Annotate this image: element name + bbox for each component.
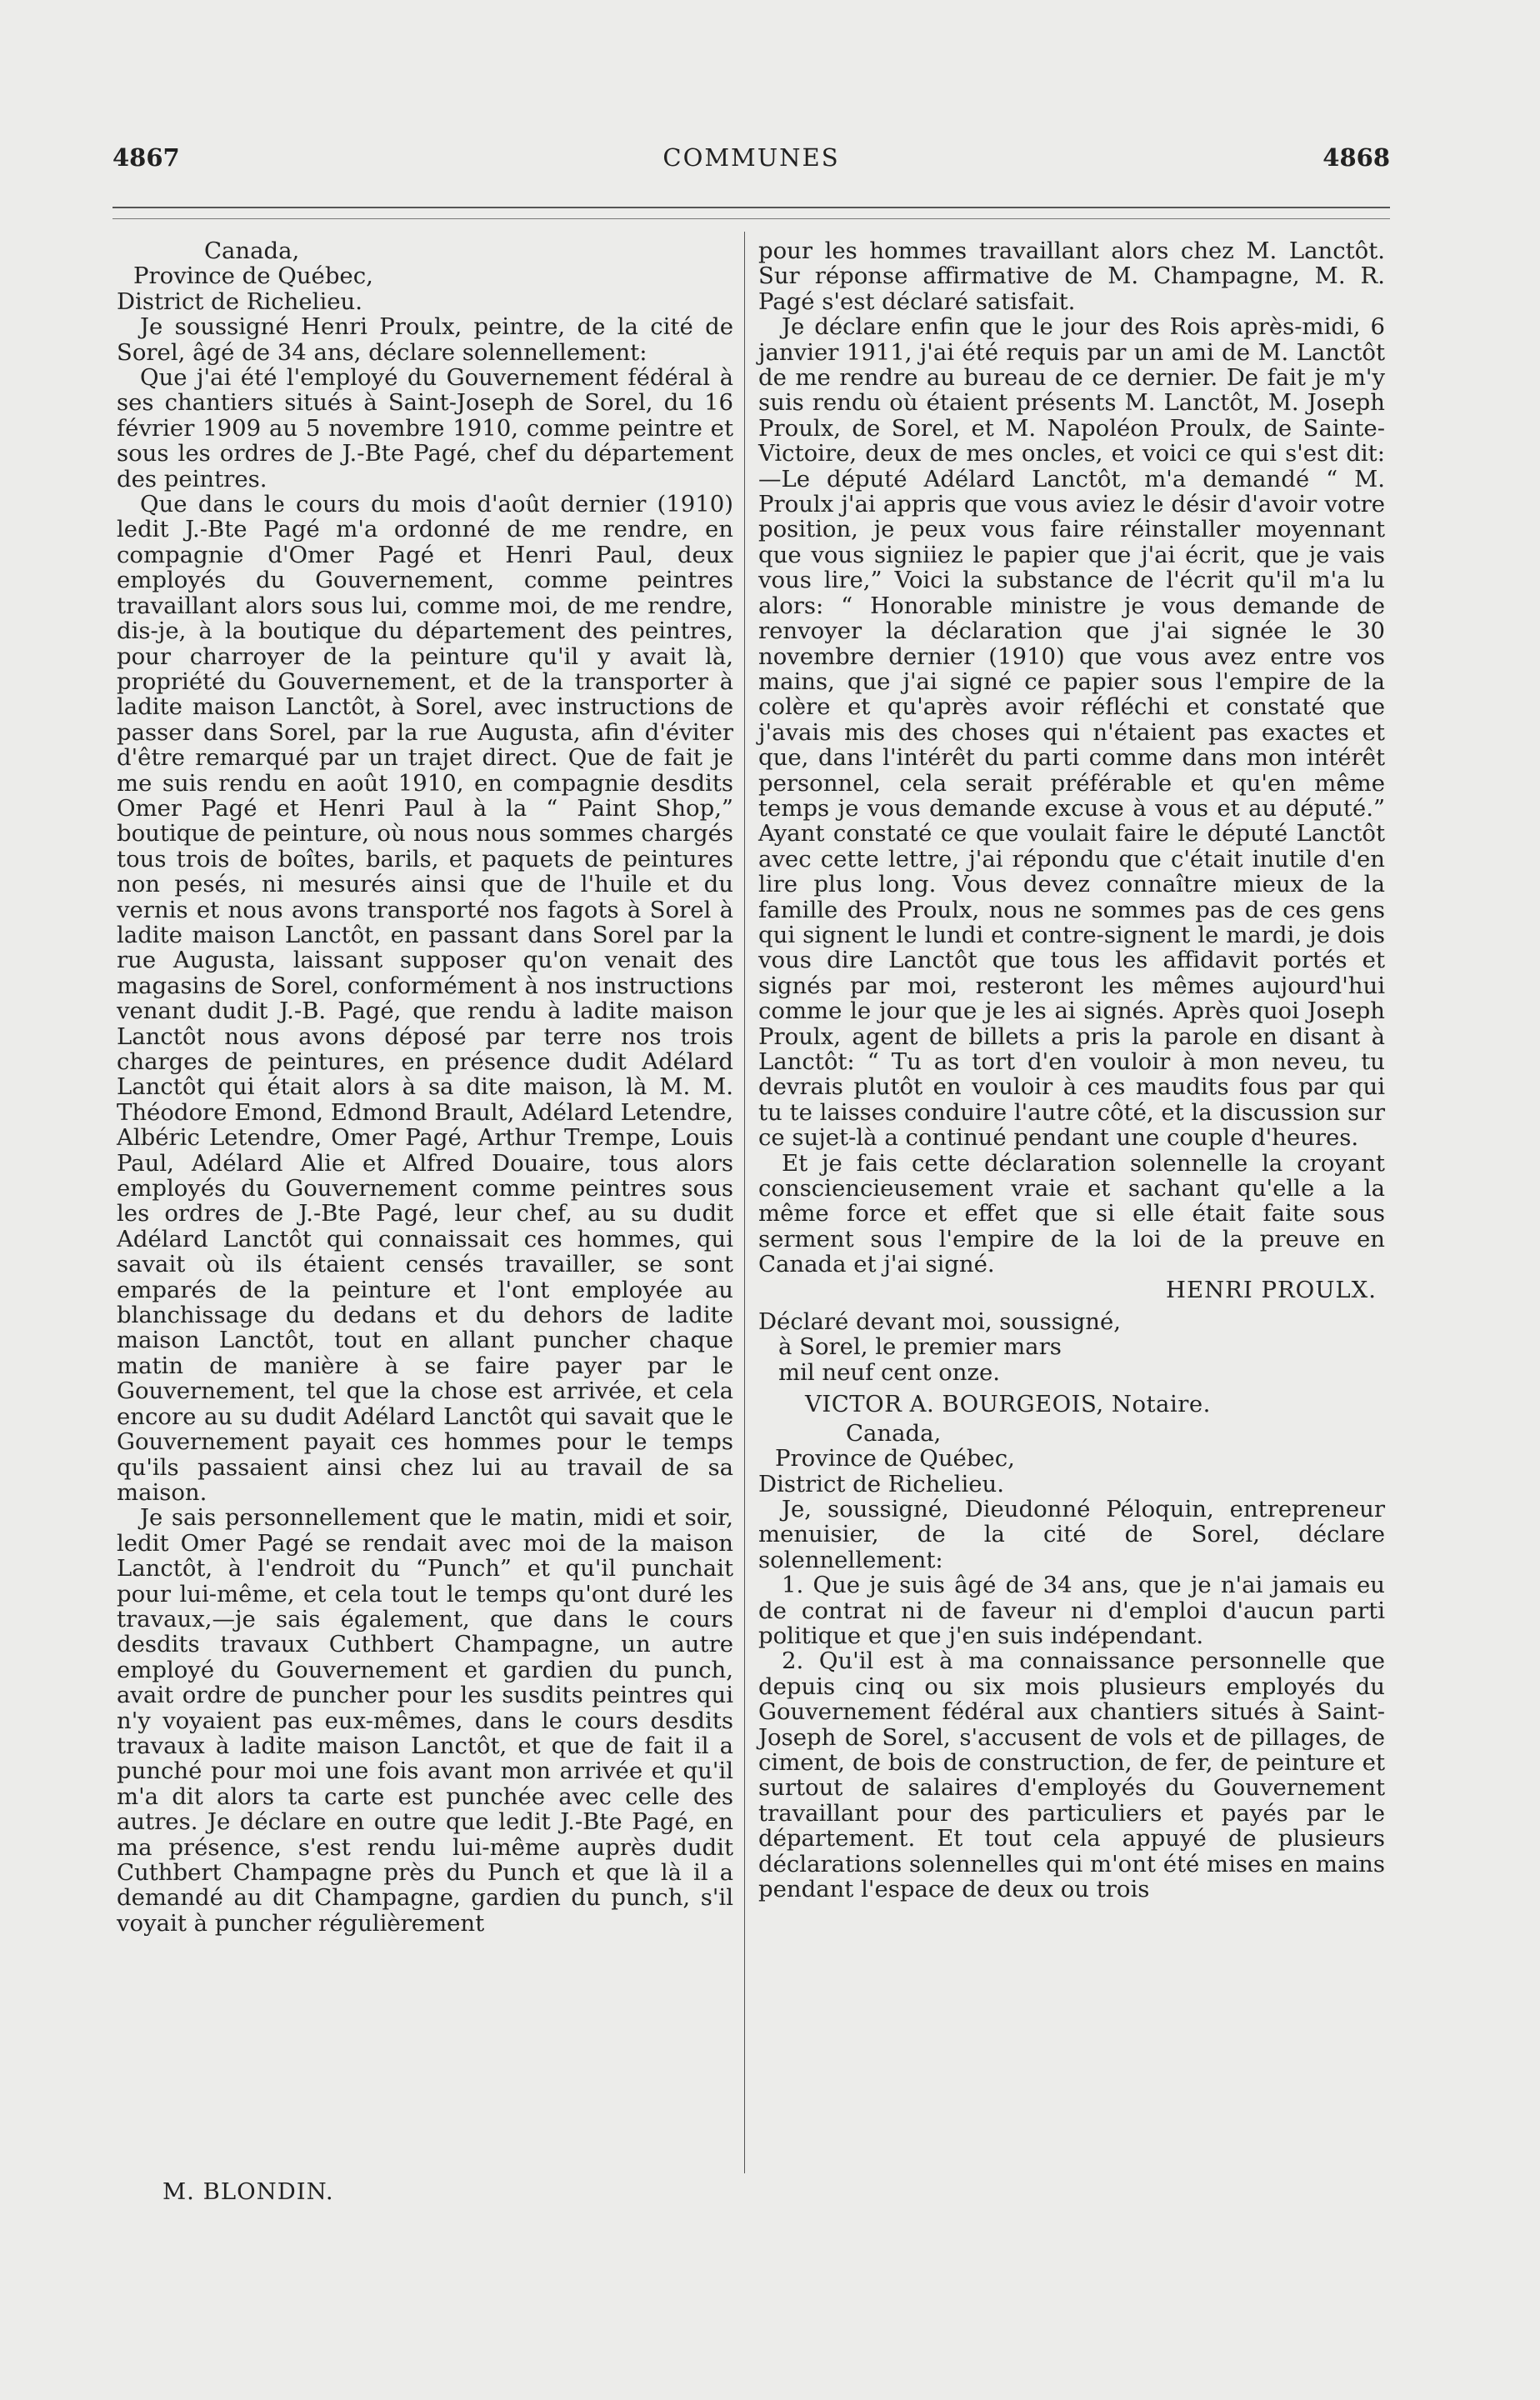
notary-signature: VICTOR A. BOURGEOIS, Notaire. <box>805 1391 1211 1418</box>
page-number-right: 4868 <box>1322 143 1390 172</box>
paragraph: Que j'ai été l'employé du Gouvernement fédéral à ses chantiers situés à Saint-Joseph de Sorel, du 16 février 1909 au 5 novembre 1910, comme peintre et sous les ordres de J.-Bte Pagé, chef du département des peintres. <box>117 364 733 492</box>
paragraph: Je sais personnellement que le matin, midi et soir, ledit Omer Pagé se rendait avec moi de la maison Lanctôt, à l'endroit du “Punch” et qu'il punchait pour lui-même, et cela tout le temps qu'ont duré les travaux,—je sais également, que dans le cours desdits travaux Cuthbert Champagne, un autre employé du Gouvernement et gardien du punch, avait ordre de puncher pour les susdits peintres qui n'y voyaient pas eux-mêmes, dans le cours desdits travaux à ladite maison Lanctôt, et que de fait il a punché pour moi une fois avant mon arrivée et qu'il m'a dit alors ta carte est punchée avec celle des autres. Je déclare en outre que ledit J.-Bte Pagé, en ma présence, s'est rendu lui-même auprès dudit Cuthbert Champagne près du Punch et que là il a demandé au dit Champagne, gardien du punch, s'il voyait à puncher régulièrement <box>117 1504 733 1937</box>
address-line: Province de Québec, <box>133 262 373 290</box>
paragraph: Et je fais cette déclaration solennelle la croyant consciencieusement vraie et sachant qu'elle a la même force et effet que si elle était faite sous serment sous l'empire de la loi de la preuve en Canada et j'ai signé. <box>758 1149 1385 1278</box>
address-line: Canada, <box>846 1419 942 1447</box>
address-line: District de Richelieu. <box>758 1470 1004 1498</box>
paragraph: 2. Qu'il est à ma connaissance personnelle que depuis cinq ou six mois plusieurs employés du Gouvernement fédéral aux chantiers situés à Saint-Joseph de Sorel, s'accusent de vols et de pillages, de ciment, de bois de construction, de fer, de peinture et surtout de salaires d'employés du Gouvernement travaillant pour des particuliers et payés par le département. Et tout cela appuyé de plusieurs déclarations solennelles qui m'ont été mises en mains pendant l'espace de deux ou trois <box>758 1648 1385 1902</box>
right-column <box>758 238 1385 1902</box>
paragraph: pour les hommes travaillant alors chez M. Lanctôt. Sur réponse affirmative de M. Champagne, M. R. Pagé s'est déclaré satisfait. <box>758 238 1385 315</box>
header-rule-thick <box>112 207 1390 208</box>
page-header <box>112 143 1390 177</box>
paragraph: Je soussigné Henri Proulx, peintre, de la cité de Sorel, âgé de 34 ans, déclare solennellement: <box>117 313 733 366</box>
address-line: Canada, <box>204 238 300 264</box>
signature-name: HENRI PROULX. <box>1166 1276 1377 1303</box>
column-divider <box>744 232 745 2173</box>
left-column <box>117 238 733 1936</box>
speaker-name: M. BLONDIN. <box>162 2178 334 2205</box>
paragraph: Je déclare enfin que le jour des Rois après-midi, 6 janvier 1911, j'ai été requis par un ami de M. Lanctôt de me rendre au bureau de ce dernier. De fait je m'y suis rendu où étaient présents M. Lanctôt, M. Joseph Proulx, de Sorel, et M. Napoléon Proulx, de Sainte-Victoire, deux de mes oncles, et voici ce qui s'est dit:—Le député Adélard Lanctôt, m'a demandé “ M. Proulx j'ai appris que vous aviez le désir d'avoir votre position, je peux vous faire réinstaller moyennant que vous signiiez le papier que j'ai écrit, que je vais vous lire,” Voici la substance de l'écrit qu'il m'a lu alors: “ Honorable ministre je vous demande de renvoyer la déclaration que j'ai signée le 30 novembre dernier (1910) que vous avez entre vos mains, que j'ai signé ce papier sous l'empire de la colère et qu'après avoir réfléchi et constaté que j'avais mis des choses qui n'étaient pas exactes et que, dans l'intérêt du parti comme dans mon intérêt personnel, cela serait préférable et qu'en même temps je vous demande excuse à vous et au député.” Ayant constaté ce que voulait faire le député Lanctôt avec cette lettre, j'ai répondu que c'était inutile d'en lire plus long. Vous devez connaître mieux de la famille des Proulx, nous ne sommes pas de ces gens qui signent le lundi et contre-signent le mardi, je dois vous dire Lanctôt que tous les affidavit portés et signés par moi, resteront les mêmes aujourd'hui comme le jour que je les ai signés. Après quoi Joseph Proulx, agent de billets a pris la parole en disant à Lanctôt: “ Tu as tort d'en vouloir à mon neveu, tu devrais plutôt en vouloir à ces maudits fous par qui tu te laisses conduire l'autre côté, et la discussion sur ce sujet-là a continué pendant une couple d'heures. <box>758 313 1385 1152</box>
declared-line: mil neuf cent onze. <box>778 1358 1000 1386</box>
declared-line: à Sorel, le premier mars <box>778 1333 1062 1361</box>
address-line: District de Richelieu. <box>117 288 362 315</box>
paragraph: 1. Que je suis âgé de 34 ans, que je n'ai jamais eu de contrat ni de faveur ni d'emploi d'aucun parti politique et que j'en suis indépendant. <box>758 1572 1385 1649</box>
declared-line: Déclaré devant moi, soussigné, <box>758 1308 1122 1336</box>
page-title: COMMUNES <box>662 143 840 172</box>
paragraph: Que dans le cours du mois d'août dernier (1910) ledit J.-Bte Pagé m'a ordonné de me rendre, en compagnie d'Omer Pagé et Henri Paul, deux employés du Gouvernement, comme peintres travaillant alors sous lui, comme moi, de me rendre, dis-je, à la boutique du département des peintres, pour charroyer de la peinture qu'il y avait là, propriété du Gouvernement, et de la transporter à ladite maison Lanctôt, à Sorel, avec instructions de passer dans Sorel, par la rue Augusta, afin d'éviter d'être remarqué par un trajet direct. Que de fait je me suis rendu en août 1910, en compagnie desdits Omer Pagé et Henri Paul à la “ Paint Shop,” boutique de peinture, où nous nous sommes chargés tous trois de boîtes, barils, et paquets de peintures non pesés, ni mesurés ainsi que de l'huile et du vernis et nous avons transporté nos fagots à Sorel à ladite maison Lanctôt, en passant dans Sorel par la rue Augusta, laissant supposer qu'on venait des magasins de Sorel, conformément à nos instructions venant dudit J.-B. Pagé, que rendu à ladite maison Lanctôt nous avons déposé par terre nos trois charges de peintures, en présence dudit Adélard Lanctôt qui était alors à sa dite maison, là M. M. Théodore Emond, Edmond Brault, Adélard Letendre, Albéric Letendre, Omer Pagé, Arthur Trempe, Louis Paul, Adélard Alie et Alfred Douaire, tous alors employés du Gouvernement comme peintres sous les ordres de J.-Bte Pagé, leur chef, au su dudit Adélard Lanctôt qui connaissait ces hommes, qui savait où ils étaient censés travailler, se sont emparés de la peinture et l'ont employée au blanchissage du dedans et du dehors de ladite maison Lanctôt, tout en allant puncher chaque matin de manière à se faire payer par le Gouvernement, tel que la chose est arrivée, et cela encore au su dudit Adélard Lanctôt qui savait que le Gouvernement payait ces hommes pour le temps qu'ils passaient ainsi chez lui au travail de sa maison. <box>117 491 733 1506</box>
page-number-left: 4867 <box>112 143 180 172</box>
header-rule-thin <box>112 218 1390 219</box>
paragraph: Je, soussigné, Dieudonné Péloquin, entrepreneur menuisier, de la cité de Sorel, déclare solennellement: <box>758 1495 1385 1573</box>
address-line: Province de Québec, <box>775 1445 1015 1472</box>
